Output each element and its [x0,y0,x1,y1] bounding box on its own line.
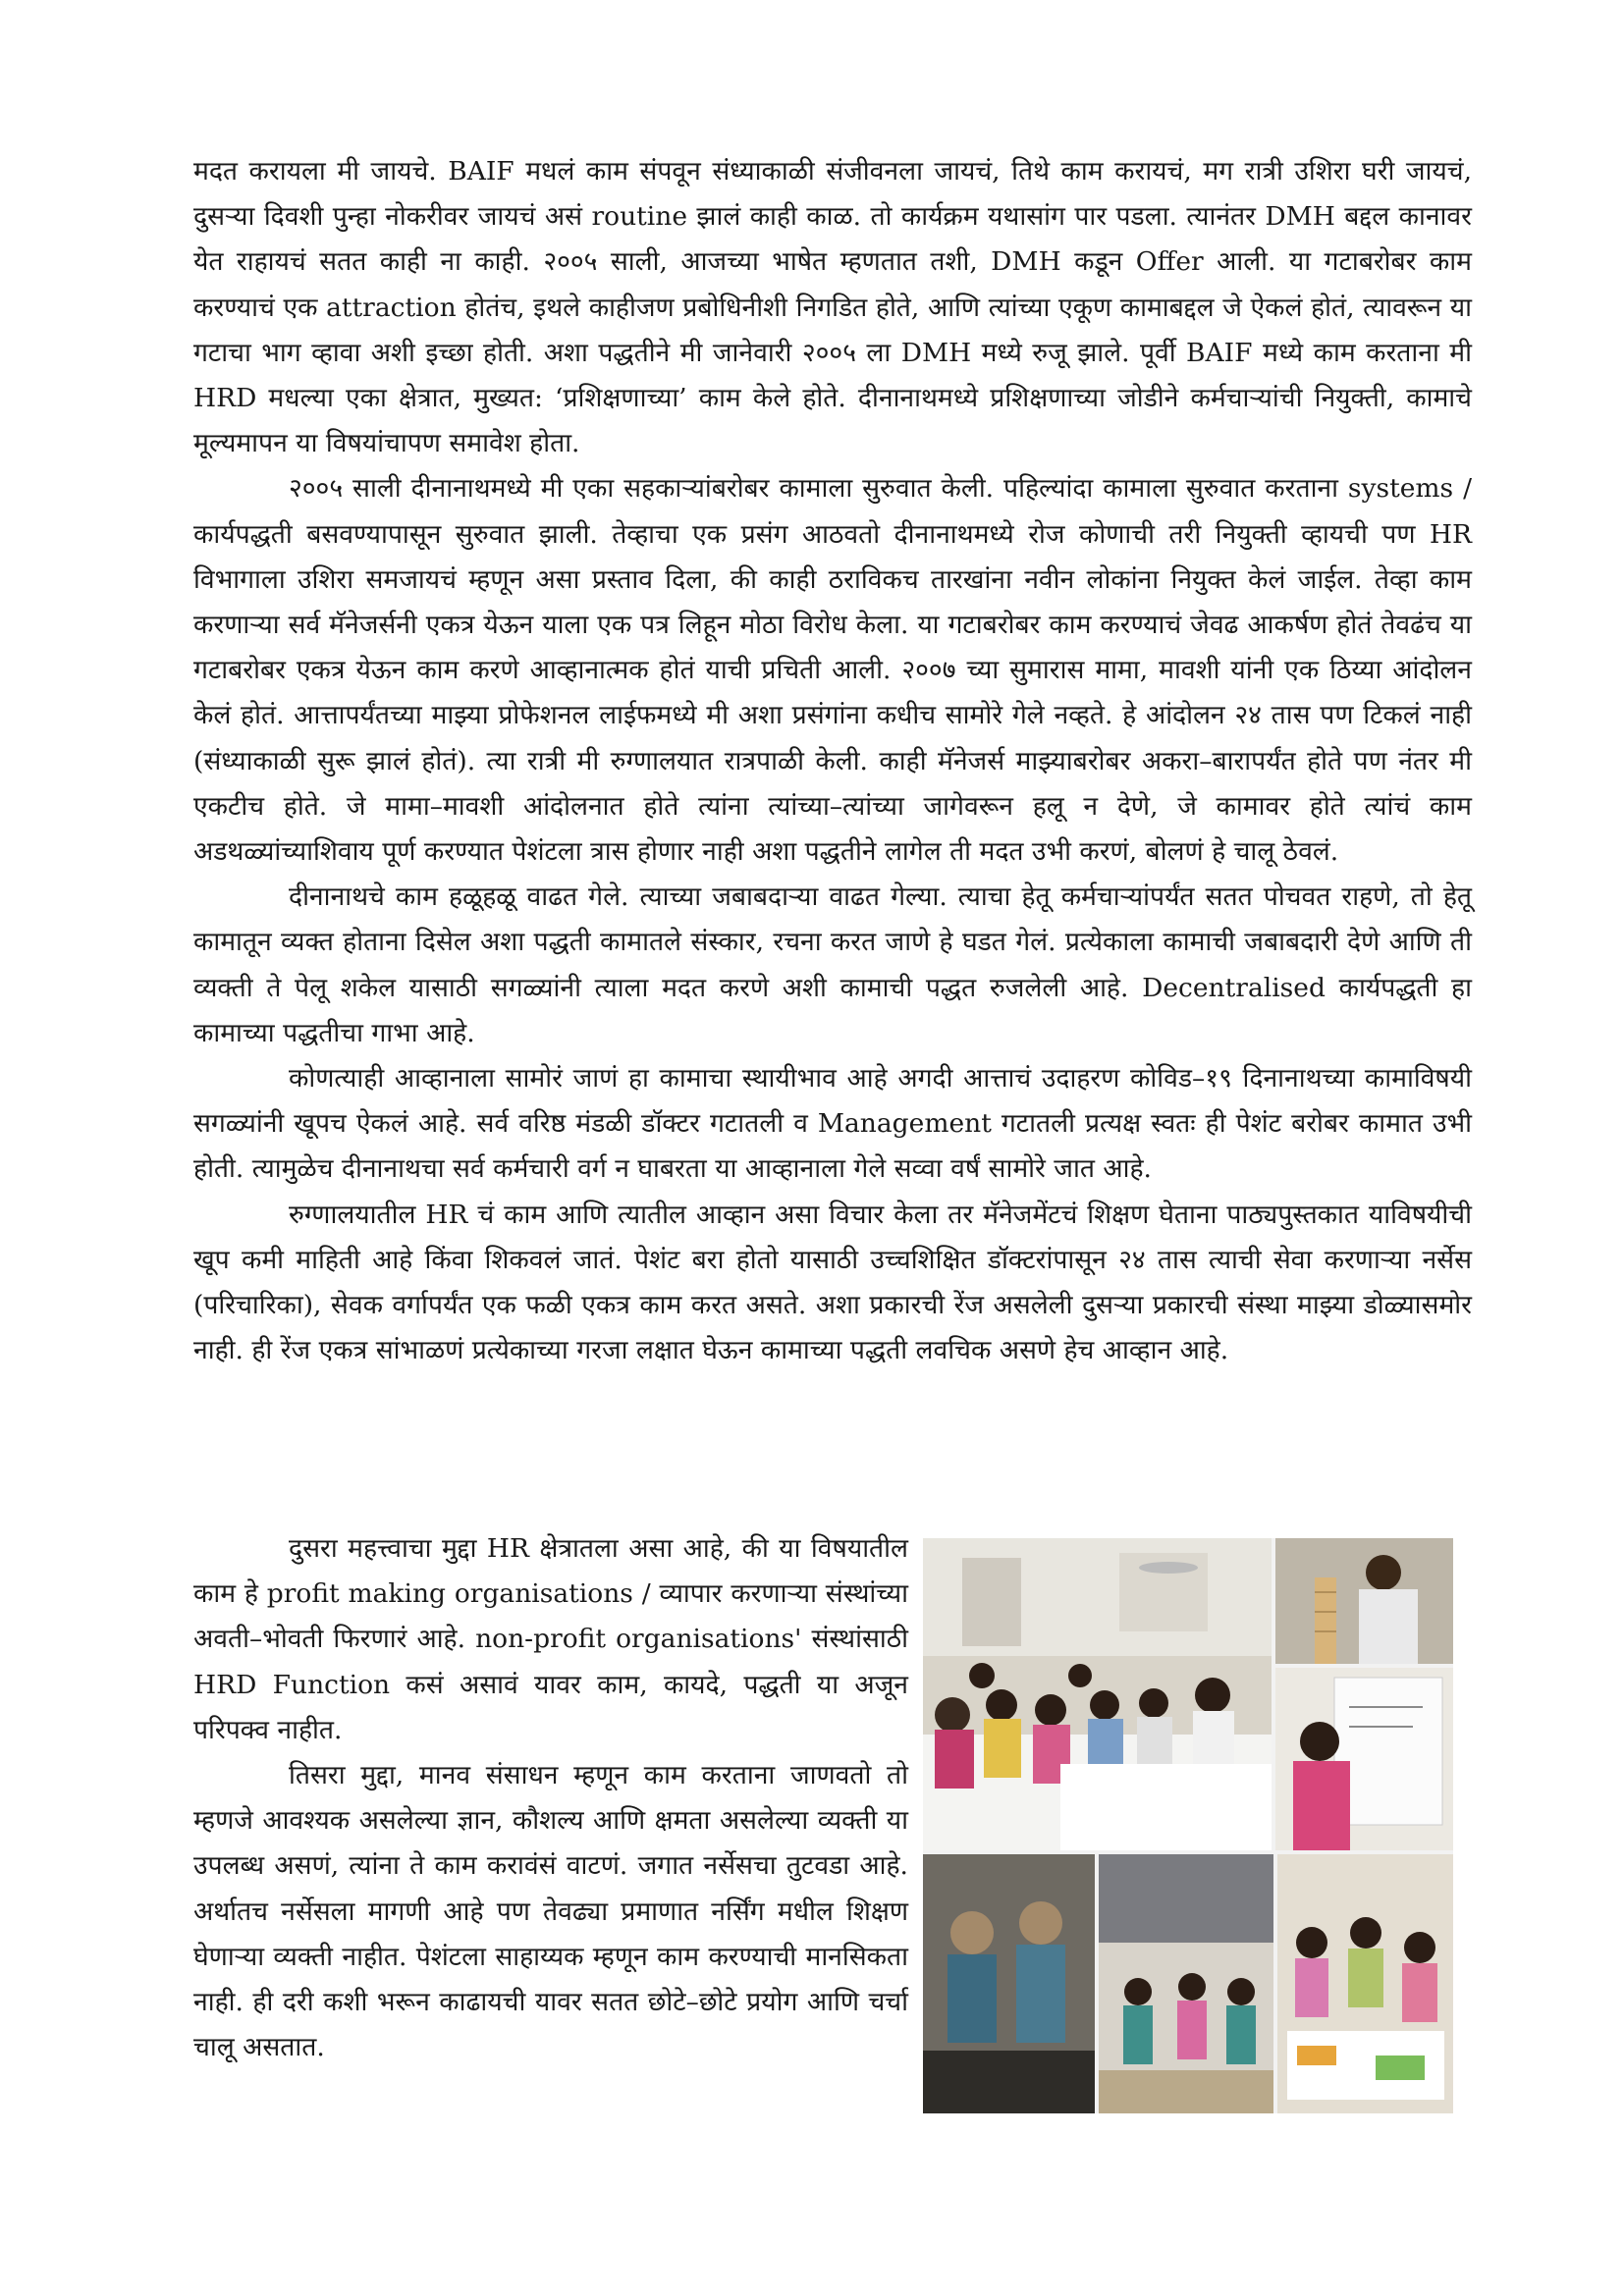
paragraph-challenges: कोणत्याही आव्हानाला सामोरं जाणं हा कामाचा स्थायीभाव आहे अगदी आत्ताचं उदाहरण कोविड–१९ दिनानाथच्या कामाविषयी सगळ्यांनी खूपच ऐकलं आहे. सर्व वरिष्ठ मंडळी डॉक्टर गटातली व Management गटातली प्रत्यक्ष स्वतः ही पेशंट बरोबर कामात उभी होती. त्यामुळेच दीनानाथचा सर्व कर्मचारी वर्ग न घाबरता या आव्हानाला गेले सव्वा वर्षं सामोरे जात आहे. [193,1063,1472,1185]
photo-group-activity [1277,1854,1453,2113]
photo-block-game [1275,1538,1453,1664]
photo-medical-team [923,1854,1095,2113]
side-text-column [193,1526,908,2070]
paragraph-dmh-joining: मदत करायला मी जायचे. BAIF मधलं काम संपवून संध्याकाळी संजीवनला जायचं, तिथे काम करायचं, मग रात्री उशिरा घरी जायचं, दुसऱ्या दिवशी पुन्हा नोकरीवर जायचं असं routine झालं काही काळ. तो कार्यक्रम यथासांग पार पडला. त्यानंतर DMH बद्दल कानावर येत राहायचं सतत काही ना काही. २००५ साली, आजच्या भाषेत म्हणतात तशी, DMH कडून Offer आली. या गटाबरोबर काम करण्याचं एक attraction होतंच, इथले काहीजण प्रबोधिनीशी निगडित होते, आणि त्यांच्या एकूण कामाबद्दल जे ऐकलं होतं, त्यावरून या गटाचा भाग व्हावा अशी इच्छा होती. अशा पद्धतीने मी जानेवारी २००५ ला DMH मध्ये रुजू झाले. पूर्वी BAIF मध्ये काम करताना मी HRD मधल्या एका क्षेत्रात, मुख्यत: ‘प्रशिक्षणाच्या’ काम केले होते. दीनानाथमध्ये प्रशिक्षणाच्या जोडीने कर्मचाऱ्यांची नियुक्ती, कामाचे मूल्यमापन या विषयांचापण समावेश होता. [193,156,1472,459]
photo-nurses-room [1099,1854,1273,2113]
paragraph-growth: दीनानाथचे काम हळूहळू वाढत गेले. त्याच्या जबाबदाऱ्या वाढत गेल्या. त्याचा हेतू कर्मचाऱ्यांपर्यंत सतत पोचवत राहणे, तो हेतू कामातून व्यक्त होताना दिसेल अशा पद्धती कामातले संस्कार, रचना करत जाणे हे घडत गेलं. प्रत्येकाला कामाची जबाबदारी देणे आणि ती व्यक्ती ते पेलू शकेल यासाठी सगळ्यांनी त्याला मदत करणे अशी कामाची पद्धत रुजलेली आहे. Decentralised कार्यपद्धती हा कामाच्या पद्धतीचा गाभा आहे. [193,881,1472,1048]
article-body [193,149,1472,1373]
photo-training-session [923,1538,1272,1850]
paragraph-third-point: तिसरा मुद्दा, मानव संसाधन म्हणून काम करताना जाणवतो तो म्हणजे आवश्यक असलेल्या ज्ञान, कौशल्य आणि क्षमता असलेल्या व्यक्ती या उपलब्ध असणं, त्यांना ते काम करावंसं वाटणं. जगात नर्सेसचा तुटवडा आहे. अर्थातच नर्सेसला मागणी आहे पण तेवढ्या प्रमाणात नर्सिंग मधील शिक्षण घेणाऱ्या व्यक्ती नाहीत. पेशंटला साहाय्यक म्हणून काम करण्याची मानसिकता नाही. ही दरी कशी भरून काढायची यावर सतत छोटे–छोटे प्रयोग आणि चर्चा चालू असतात. [193,1760,908,2063]
paragraph-second-point: दुसरा महत्त्वाचा मुद्दा HR क्षेत्रातला असा आहे, की या विषयातील काम हे profit making organisations / व्यापार करणाऱ्या संस्थांच्या अवती–भोवती फिरणारं आहे. non-profit organisations' संस्थांसाठी HRD Function कसं असावं यावर काम, कायदे, पद्धती या अजून परिपक्व नाहीत. [193,1533,908,1745]
photo-presenter [1275,1668,1453,1850]
photo-collage [923,1538,1453,2113]
paragraph-early-work: २००५ साली दीनानाथमध्ये मी एका सहकाऱ्यांबरोबर कामाला सुरुवात केली. पहिल्यांदा कामाला सुरुवात करताना systems / कार्यपद्धती बसवण्यापासून सुरुवात झाली. तेव्हाचा एक प्रसंग आठवतो दीनानाथमध्ये रोज कोणाची तरी नियुक्ती व्हायची पण HR विभागाला उशिरा समजायचं म्हणून असा प्रस्ताव दिला, की काही ठराविकच तारखांना नवीन लोकांना नियुक्त केलं जाईल. तेव्हा काम करणाऱ्या सर्व मॅनेजर्सनी एकत्र येऊन याला एक पत्र लिहून मोठा विरोध केला. या गटाबरोबर काम करण्याचं जेवढ आकर्षण होतं तेवढंच या गटाबरोबर एकत्र येऊन काम करणे आव्हानात्मक होतं याची प्रचिती आली. २००७ च्या सुमारास मामा, मावशी यांनी एक ठिय्या आंदोलन केलं होतं. आत्तापर्यंतच्या माझ्या प्रोफेशनल लाईफमध्ये मी अशा प्रसंगांना कधीच सामोरे गेले नव्हते. हे आंदोलन २४ तास पण टिकलं नाही (संध्याकाळी सुरू झालं होतं). त्या रात्री मी रुग्णालयात रात्रपाळी केली. काही मॅनेजर्स माझ्याबरोबर अकरा–बारापर्यंत होते पण नंतर मी एकटीच होते. जे मामा–मावशी आंदोलनात होते त्यांना त्यांच्या–त्यांच्या जागेवरून हलू न देणे, जे कामावर होते त्यांचं काम अडथळ्यांच्याशिवाय पूर्ण करण्यात पेशंटला त्रास होणार नाही अशा पद्धतीने लागेल ती मदत उभी करणं, बोलणं हे चालू ठेवलं. [193,473,1472,868]
paragraph-hr-hospital: रुग्णालयातील HR चं काम आणि त्यातील आव्हान असा विचार केला तर मॅनेजमेंटचं शिक्षण घेताना पाठ्यपुस्तकात याविषयीची खूप कमी माहिती आहे किंवा शिकवलं जातं. पेशंट बरा होतो यासाठी उच्चशिक्षित डॉक्टरांपासून २४ तास त्याची सेवा करणाऱ्या नर्सेस (परिचारिका), सेवक वर्गापर्यंत एक फळी एकत्र काम करत असते. अशा प्रकारची रेंज असलेली दुसऱ्या प्रकारची संस्था माझ्या डोळ्यासमोर नाही. ही रेंज एकत्र सांभाळणं प्रत्येकाच्या गरजा लक्षात घेऊन कामाच्या पद्धती लवचिक असणे हेच आव्हान आहे. [193,1199,1472,1366]
